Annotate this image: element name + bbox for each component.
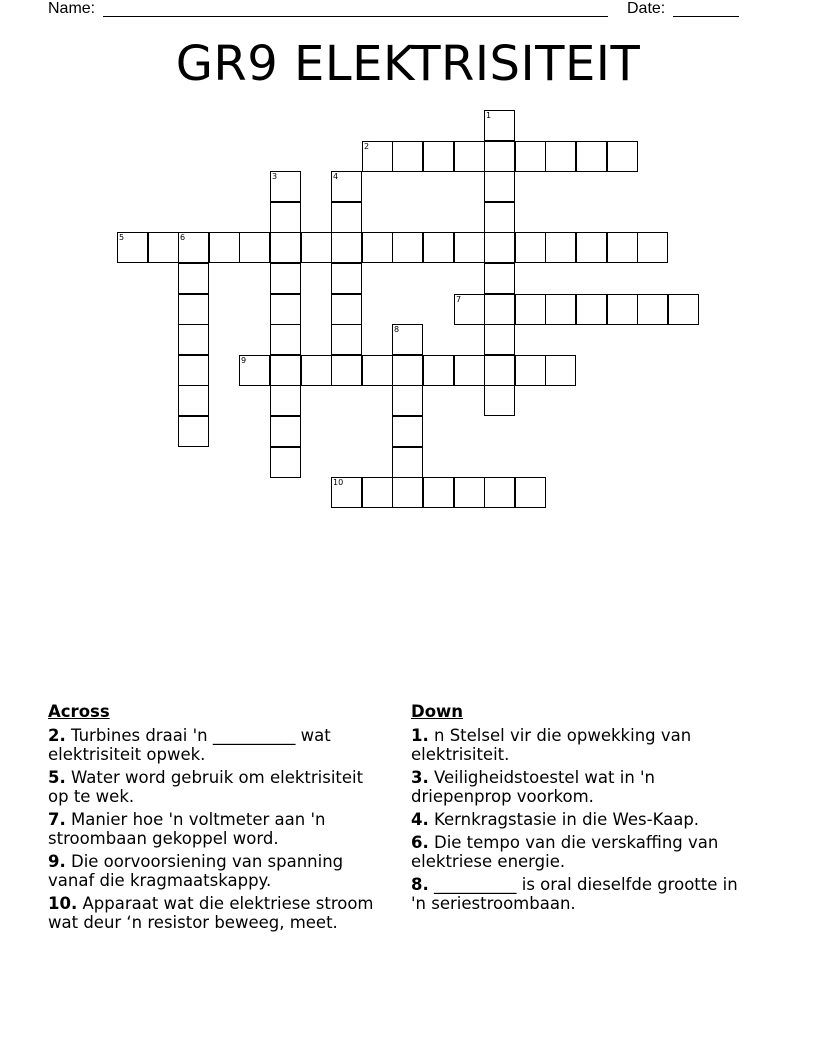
date-label: Date: xyxy=(627,0,666,17)
down-clue xyxy=(411,726,756,764)
crossword-cell[interactable] xyxy=(484,263,515,294)
down-clue xyxy=(411,833,756,871)
across-heading: Across xyxy=(48,702,110,721)
crossword-cell[interactable] xyxy=(423,477,454,508)
clue-number-label: 8 xyxy=(394,325,400,334)
clue-text: __________ is oral dieselfde grootte in 'n seriestroombaan. xyxy=(411,875,738,913)
crossword-cell[interactable] xyxy=(423,141,454,172)
crossword-cell[interactable] xyxy=(178,355,209,386)
crossword-cell[interactable] xyxy=(239,355,270,386)
crossword-cell[interactable] xyxy=(484,477,515,508)
clue-number-label: 7 xyxy=(456,295,462,304)
clue-text: Veiligheidstoestel wat in 'n driepenprop voorkom. xyxy=(411,768,656,806)
crossword-cell[interactable] xyxy=(392,141,423,172)
crossword-cell[interactable] xyxy=(270,355,301,386)
crossword-cell[interactable] xyxy=(423,232,454,263)
crossword-cell[interactable] xyxy=(637,294,668,325)
clue-number-label: 3 xyxy=(272,172,278,181)
crossword-cell[interactable] xyxy=(576,294,607,325)
crossword-cell[interactable] xyxy=(484,324,515,355)
crossword-cell[interactable] xyxy=(637,232,668,263)
clue-text: Die oorvoorsiening van spanning vanaf die kragmaatskappy. xyxy=(48,852,344,890)
crossword-cell[interactable] xyxy=(331,202,362,233)
crossword-cell[interactable] xyxy=(270,385,301,416)
clue-text: Apparaat wat die elektriese stroom wat deur ‘n resistor beweeg, meet. xyxy=(48,894,374,932)
crossword-cell[interactable] xyxy=(239,232,270,263)
crossword-cell[interactable] xyxy=(484,294,515,325)
crossword-cell[interactable] xyxy=(331,324,362,355)
crossword-cell[interactable] xyxy=(607,141,638,172)
clue-number-label: 2 xyxy=(364,142,370,151)
crossword-cell[interactable] xyxy=(545,141,576,172)
down-clue xyxy=(411,768,756,806)
clue-number: 7. xyxy=(48,810,66,829)
crossword-cell[interactable] xyxy=(515,294,546,325)
crossword-cell[interactable] xyxy=(270,324,301,355)
crossword-cell[interactable] xyxy=(178,294,209,325)
crossword-cell[interactable] xyxy=(545,232,576,263)
crossword-cell[interactable] xyxy=(423,355,454,386)
clue-number-label: 10 xyxy=(333,478,344,487)
crossword-cell[interactable] xyxy=(270,416,301,447)
clue-text: Turbines draai 'n __________ wat elektrisiteit opwek. xyxy=(48,726,331,764)
clue-number: 10. xyxy=(48,894,78,913)
crossword-cell[interactable] xyxy=(484,385,515,416)
clue-text: Die tempo van die verskaffing van elektriese energie. xyxy=(411,833,719,871)
clue-number-label: 9 xyxy=(241,356,247,365)
across-clue xyxy=(48,810,388,848)
crossword-cell[interactable] xyxy=(392,232,423,263)
crossword-cell[interactable] xyxy=(301,355,332,386)
across-clue xyxy=(48,894,388,932)
down-clue xyxy=(411,810,756,829)
crossword-cell[interactable] xyxy=(270,171,301,202)
crossword-cell[interactable] xyxy=(454,355,485,386)
crossword-cell[interactable] xyxy=(392,477,423,508)
crossword-cell[interactable] xyxy=(454,477,485,508)
across-clue xyxy=(48,852,388,890)
clue-number: 1. xyxy=(411,726,429,745)
down-clues xyxy=(411,702,756,917)
crossword-cell[interactable] xyxy=(178,324,209,355)
crossword-cell[interactable] xyxy=(484,171,515,202)
crossword-cell[interactable] xyxy=(607,294,638,325)
across-clues xyxy=(48,702,388,936)
clue-text: Water word gebruik om elektrisiteit op te wek. xyxy=(48,768,364,806)
crossword-cell[interactable] xyxy=(209,232,240,263)
crossword-cell[interactable] xyxy=(362,232,393,263)
crossword-cell[interactable] xyxy=(484,202,515,233)
crossword-cell[interactable] xyxy=(545,355,576,386)
crossword-cell[interactable] xyxy=(270,447,301,478)
crossword-cell[interactable] xyxy=(270,263,301,294)
clue-text: Kernkragstasie in die Wes-Kaap. xyxy=(434,810,700,829)
crossword-cell[interactable] xyxy=(331,263,362,294)
crossword-cell[interactable] xyxy=(454,294,485,325)
crossword-cell[interactable] xyxy=(545,294,576,325)
crossword-cell[interactable] xyxy=(668,294,699,325)
crossword-cell[interactable] xyxy=(484,110,515,141)
crossword-cell[interactable] xyxy=(178,385,209,416)
clue-number: 4. xyxy=(411,810,429,829)
crossword-cell[interactable] xyxy=(362,141,393,172)
crossword-cell[interactable] xyxy=(331,477,362,508)
crossword-cell[interactable] xyxy=(515,232,546,263)
crossword-cell[interactable] xyxy=(392,416,423,447)
clue-number-label: 5 xyxy=(119,233,125,242)
crossword-cell[interactable] xyxy=(454,141,485,172)
crossword-cell[interactable] xyxy=(392,447,423,478)
crossword-cell[interactable] xyxy=(392,385,423,416)
crossword-cell[interactable] xyxy=(178,416,209,447)
crossword-cell[interactable] xyxy=(270,294,301,325)
crossword-cell[interactable] xyxy=(607,232,638,263)
crossword-cell[interactable] xyxy=(515,477,546,508)
crossword-cell[interactable] xyxy=(484,141,515,172)
crossword-cell[interactable] xyxy=(392,355,423,386)
clue-number: 3. xyxy=(411,768,429,787)
clue-number: 8. xyxy=(411,875,429,894)
across-clue xyxy=(48,768,388,806)
down-heading: Down xyxy=(411,702,464,721)
crossword-cell[interactable] xyxy=(178,263,209,294)
crossword-cell[interactable] xyxy=(148,232,179,263)
clue-number-label: 1 xyxy=(486,111,492,120)
crossword-cell[interactable] xyxy=(576,232,607,263)
crossword-cell[interactable] xyxy=(178,232,209,263)
crossword-cell[interactable] xyxy=(301,232,332,263)
crossword-cell[interactable] xyxy=(331,171,362,202)
clue-number: 6. xyxy=(411,833,429,852)
clue-number-label: 6 xyxy=(180,233,186,242)
clue-number: 5. xyxy=(48,768,66,787)
clue-number: 2. xyxy=(48,726,66,745)
crossword-cell[interactable] xyxy=(117,232,148,263)
crossword-cell[interactable] xyxy=(454,232,485,263)
crossword-cell[interactable] xyxy=(576,141,607,172)
across-clue xyxy=(48,726,388,764)
crossword-cell[interactable] xyxy=(331,294,362,325)
crossword-cell[interactable] xyxy=(362,477,393,508)
crossword-cell[interactable] xyxy=(331,232,362,263)
page-title: GR9 ELEKTRISITEIT xyxy=(175,36,641,92)
crossword-cell[interactable] xyxy=(362,355,393,386)
crossword-cell[interactable] xyxy=(270,202,301,233)
name-label: Name: xyxy=(48,0,96,17)
crossword-cell[interactable] xyxy=(270,232,301,263)
crossword-cell[interactable] xyxy=(484,355,515,386)
down-clue xyxy=(411,875,756,913)
crossword-cell[interactable] xyxy=(515,355,546,386)
clue-number: 9. xyxy=(48,852,66,871)
crossword-cell[interactable] xyxy=(392,324,423,355)
clue-text: n Stelsel vir die opwekking van elektrisiteit. xyxy=(411,726,692,764)
crossword-cell[interactable] xyxy=(484,232,515,263)
clue-number-label: 4 xyxy=(333,172,339,181)
crossword-cell[interactable] xyxy=(331,355,362,386)
crossword-cell[interactable] xyxy=(515,141,546,172)
clue-text: Manier hoe 'n voltmeter aan 'n stroombaan gekoppel word. xyxy=(48,810,326,848)
